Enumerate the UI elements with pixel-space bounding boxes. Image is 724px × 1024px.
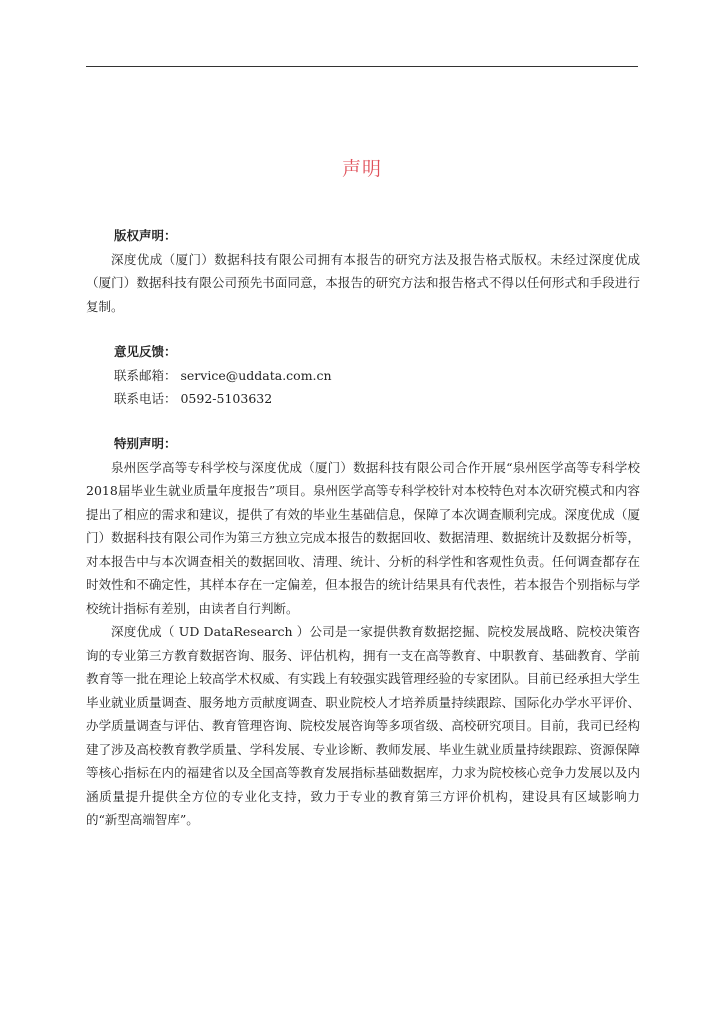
feedback-heading: 意见反馈：	[114, 344, 177, 359]
special-paragraph-2: 深度优成（ UD DataResearch ）公司是一家提供教育数据挖掘、院校发展战略、院校决策咨询的专业第三方教育数据咨询、服务、评估机构，拥有一支在高等教育、中职教育、基础教育、学前教育等一批在理论上较高学术权威、有实践上有较强实践管理经验的专家团队。目前已经承担大学生毕业就业质量调查、服务地方贡献度调查、职业院校人才培养质量持续跟踪、国际化办学水平评价、办学质量调查与评估、教育管理咨询、院校发展咨询等多项省级、高校研究项目。目前，我司已经构建了涉及高校教育教学质量、学科发展、专业诊断、教师发展、毕业生就业质量持续跟踪、资源保障等核心指标在内的福建省以及全国高等教育发展指标基础数据库，力求为院校核心竞争力发展以及内涵质量提升提供全方位的专业化支持，致力于专业的教育第三方评价机构，建设具有区域影响力的“新型高端智库”。	[86, 624, 640, 827]
feedback-section	[114, 340, 640, 411]
copyright-section	[86, 224, 640, 318]
contact-phone: 联系电话： 0592-5103632	[114, 391, 273, 406]
copyright-heading: 版权声明：	[114, 228, 177, 243]
copyright-body: 深度优成（厦门）数据科技有限公司拥有本报告的研究方法及报告格式版权。未经过深度优成（厦门）数据科技有限公司预先书面同意，本报告的研究方法和报告格式不得以任何形式和手段进行复制。	[86, 251, 640, 314]
special-paragraph-1: 泉州医学高等专科学校与深度优成（厦门）数据科技有限公司合作开展“泉州医学高等专科学校2018届毕业生就业质量年度报告”项目。泉州医学高等专科学校针对本校特色对本次研究模式和内容提出了相应的需求和建议，提供了有效的毕业生基础信息，保障了本次调查顺利完成。深度优成（厦门）数据科技有限公司作为第三方独立完成本报告的数据回收、数据清理、数据统计及数据分析等，对本报告中与本次调查相关的数据回收、清理、统计、分析的科学性和客观性负责。任何调查都存在时效性和不确定性，其样本存在一定偏差，但本报告的统计结果具有代表性，若本报告个别指标与学校统计指标有差别，由读者自行判断。	[86, 459, 640, 616]
special-heading: 特别声明：	[114, 436, 177, 451]
header-rule	[86, 66, 638, 67]
page-title: 声明	[341, 158, 382, 180]
contact-email: 联系邮箱： service@uddata.com.cn	[114, 367, 332, 383]
special-section	[86, 432, 640, 832]
